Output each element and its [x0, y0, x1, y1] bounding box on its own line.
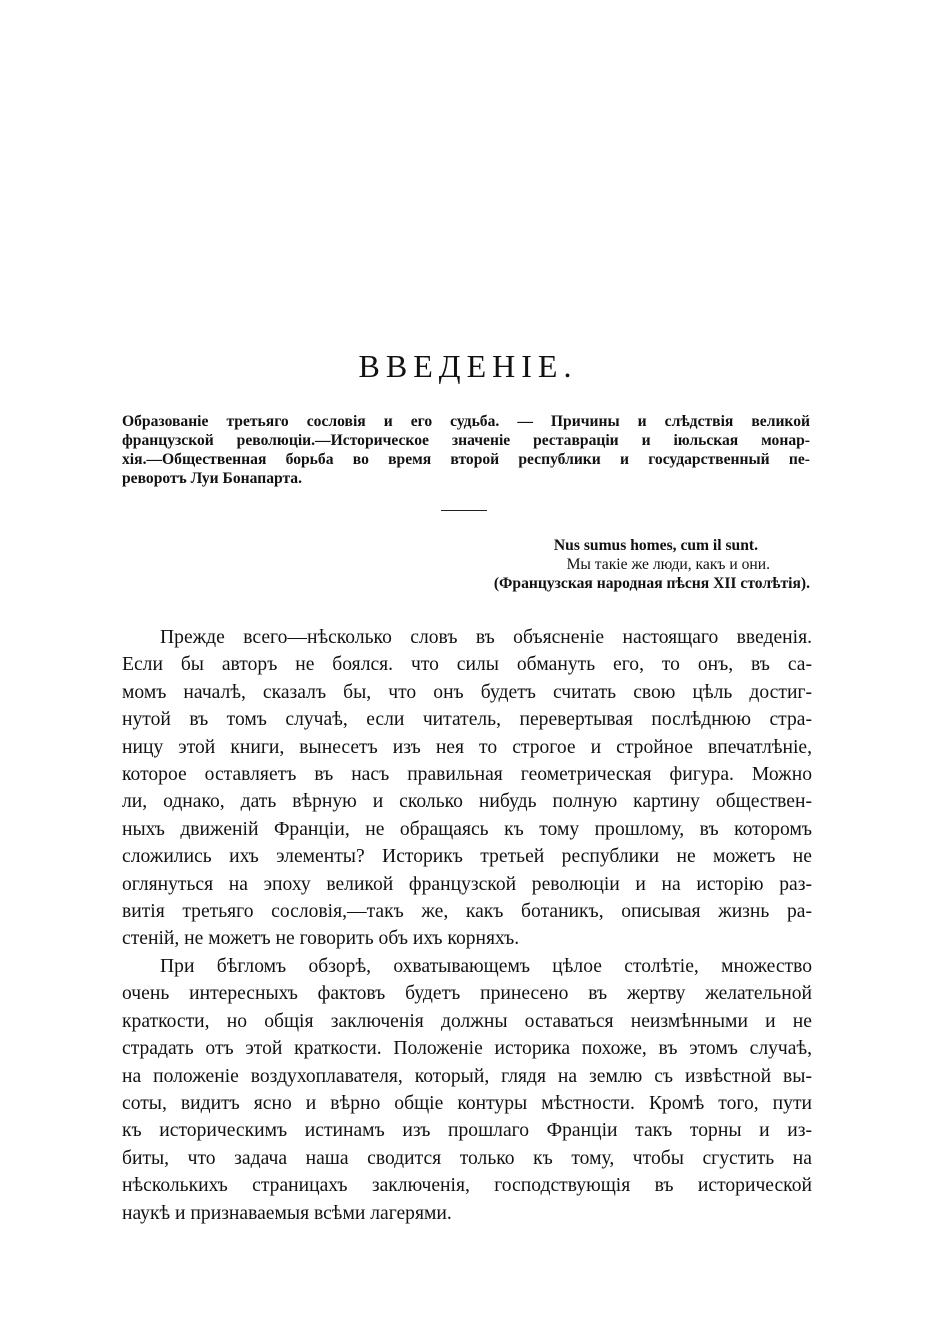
paragraph-2-line: нѣсколькихъ страницахъ заключенія, господствующія въ исторической [122, 1175, 812, 1197]
paragraph-1-line: стеній, не можетъ не говорить объ ихъ корняхъ. [122, 928, 520, 950]
summary-line: французской революціи.—Историческое значеніе реставраціи и іюльская монар- [122, 432, 810, 449]
separator-rule [441, 510, 487, 511]
paragraph-2-line: краткости, но общія заключенія должны оставаться неизмѣнными и не [122, 1010, 812, 1032]
paragraph-1-line: ли, однако, дать вѣрную и сколько нибудь полную картину обществен- [122, 791, 812, 813]
summary-line: хія.—Общественная борьба во время второй республики и государственный пе- [122, 451, 810, 468]
chapter-summary [122, 412, 810, 488]
paragraph-2-line: наукѣ и признаваемыя всѣми лагерями. [122, 1202, 452, 1224]
paragraph-2-line: на положеніе воздухоплавателя, который, глядя на землю съ извѣстной вы- [122, 1065, 812, 1087]
paragraph-1-line: ныхъ движеній Франціи, не обращаясь къ тому прошлому, въ которомъ [122, 818, 812, 840]
paragraph-1-line: Прежде всего—нѣсколько словъ въ объясненіе настоящаго введенія. [160, 627, 812, 648]
paragraph-2-line: очень интересныхъ фактовъ будетъ принесено въ жертву желательной [122, 983, 812, 1005]
epigraph [390, 536, 810, 593]
paragraph-1-line: нутой въ томъ случаѣ, если читатель, перевертывая послѣднюю стра- [122, 709, 812, 731]
epigraph-latin: Nus sumus homes, cum il sunt. [553, 537, 758, 554]
paragraph-2-line: соты, видитъ ясно и вѣрно общіе контуры мѣстности. Кромѣ того, пути [122, 1092, 812, 1114]
chapter-title: ВВЕДЕНІЕ. [358, 348, 578, 384]
epigraph-russian: Мы такіе же люди, какъ и они. [566, 556, 770, 573]
paragraph-1-line: ницу этой книги, вынесетъ изъ нея то строгое и стройное впечатлѣніе, [122, 736, 812, 758]
paragraph-1-line: момъ началѣ, сказалъ бы, что онъ будетъ считать свою цѣль достиг- [122, 681, 812, 703]
paragraph-1-line: Если бы авторъ не боялся. что силы обмануть его, то онъ, въ са- [122, 654, 812, 676]
paragraph-2-line: страдать отъ этой краткости. Положеніе историка похоже, въ этомъ случаѣ, [122, 1038, 812, 1060]
paragraph-2-line: При бѣгломъ обзорѣ, охватывающемъ цѣлое столѣтіе, множество [160, 955, 812, 977]
paragraph-1-line: витія третьяго сословія,—такъ же, какъ ботаникъ, описывая жизнь ра- [122, 901, 812, 923]
paragraph-1-line: сложились ихъ элементы? Историкъ третьей республики не можетъ не [122, 846, 812, 868]
summary-line: Образованіе третьяго сословія и его судьба. — Причины и слѣдствія великой [122, 413, 810, 430]
paragraph-2-line: къ историческимъ истинамъ изъ прошлаго Франціи такъ торны и из- [122, 1120, 812, 1142]
epigraph-source: (Французская народная пѣсня XII столѣтія). [493, 575, 810, 592]
paragraph-1-line: оглянуться на эпоху великой французской революціи и на исторію раз- [122, 873, 812, 895]
body-text [122, 624, 812, 1227]
paragraph-2-line: биты, что задача наша сводится только къ тому, чтобы сгустить на [122, 1147, 812, 1169]
paragraph-1-line: которое оставляетъ въ насъ правильная геометрическая фигура. Можно [122, 764, 812, 786]
summary-line: реворотъ Луи Бонапарта. [122, 470, 303, 487]
